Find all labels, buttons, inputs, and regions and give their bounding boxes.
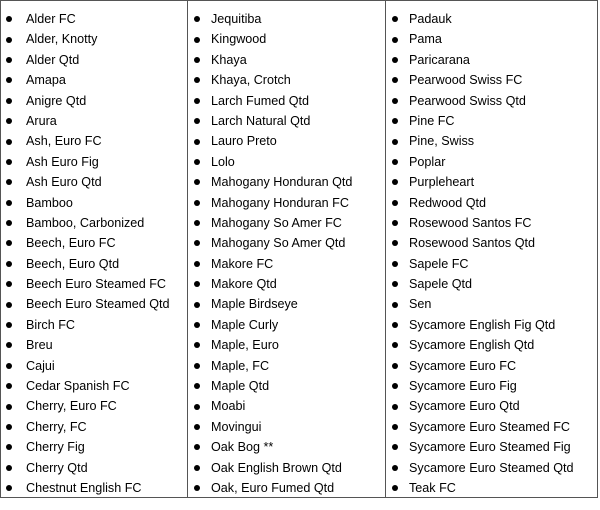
bullet-icon [392, 37, 398, 43]
bullet-icon [6, 485, 12, 491]
list-item [386, 458, 597, 478]
list-item [386, 70, 597, 90]
list-item [386, 254, 597, 274]
species-name: Oak Bog ** [211, 440, 274, 455]
species-name: Alder, Knotty [26, 32, 98, 47]
list-item [386, 437, 597, 457]
species-name: Maple Qtd [211, 379, 270, 394]
species-name: Oak English Brown Qtd [211, 460, 342, 475]
species-name: Anigre Qtd [26, 93, 87, 108]
bullet-icon [194, 200, 200, 206]
list-item [1, 91, 187, 111]
list-item [386, 50, 597, 70]
species-name: Amapa [26, 73, 66, 88]
species-name: Rosewood Santos FC [409, 215, 532, 230]
species-name: Maple Birdseye [211, 297, 298, 312]
bullet-icon [194, 98, 200, 104]
list-item [386, 131, 597, 151]
species-name: Bamboo, Carbonized [26, 215, 145, 230]
list-item [188, 315, 385, 335]
list-item [1, 193, 187, 213]
bullet-icon [6, 465, 12, 471]
species-name: Sycamore English Qtd [409, 338, 535, 353]
bullet-icon [6, 261, 12, 267]
bullet-icon [6, 322, 12, 328]
list-item [188, 233, 385, 253]
bullet-icon [6, 240, 12, 246]
list-item [386, 478, 597, 498]
species-name: Padauk [409, 12, 452, 26]
list-item [188, 254, 385, 274]
species-name: Pearwood Swiss FC [409, 73, 523, 88]
list-item [188, 417, 385, 437]
species-name: Mahogany So Amer FC [211, 215, 342, 230]
bullet-icon [194, 261, 200, 267]
bullet-icon [6, 159, 12, 165]
list-item [1, 70, 187, 90]
species-name: Ash Euro Qtd [26, 175, 102, 190]
bullet-icon [392, 159, 398, 165]
column-3 [385, 1, 597, 497]
bullet-icon [194, 465, 200, 471]
list-item [188, 478, 385, 498]
list-item [188, 294, 385, 314]
bullet-icon [392, 342, 398, 348]
list-item [1, 478, 187, 498]
bullet-icon [392, 200, 398, 206]
species-name: Sycamore Euro Steamed Fig [409, 440, 571, 455]
list-item [386, 417, 597, 437]
list-item [188, 172, 385, 192]
species-name: Cherry Fig [26, 440, 85, 455]
species-name: Oak, Euro Fumed Qtd [211, 480, 335, 495]
list-item [386, 91, 597, 111]
species-name: Pama [409, 32, 442, 47]
list-item [386, 233, 597, 253]
species-name: Purpleheart [409, 175, 475, 190]
bullet-icon [392, 424, 398, 430]
bullet-icon [6, 139, 12, 145]
bullet-icon [194, 302, 200, 308]
bullet-icon [392, 444, 398, 450]
species-name: Khaya [211, 52, 247, 67]
list-item [386, 335, 597, 355]
species-name: Alder FC [26, 12, 76, 26]
list-item [1, 50, 187, 70]
bullet-icon [6, 342, 12, 348]
species-name: Teak FC [409, 480, 456, 495]
bullet-icon [6, 118, 12, 124]
list-item [386, 315, 597, 335]
bullet-icon [194, 179, 200, 185]
list-item [188, 376, 385, 396]
list-item [386, 111, 597, 131]
list-item [386, 213, 597, 233]
column-2 [187, 1, 385, 497]
list-item [188, 152, 385, 172]
bullet-icon [6, 424, 12, 430]
list-item [1, 458, 187, 478]
species-name: Jequitiba [211, 12, 262, 26]
species-name: Breu [26, 338, 53, 353]
list-item [1, 111, 187, 131]
species-name: Redwood Qtd [409, 195, 487, 210]
list-item [1, 294, 187, 314]
list-item [188, 396, 385, 416]
species-name: Cherry, Euro FC [26, 399, 117, 414]
list-item [386, 376, 597, 396]
bullet-icon [194, 240, 200, 246]
list-item [188, 356, 385, 376]
list-item [1, 172, 187, 192]
bullet-icon [392, 485, 398, 491]
bullet-icon [194, 383, 200, 389]
list-item [386, 294, 597, 314]
species-name: Ash Euro Fig [26, 154, 99, 169]
bullet-icon [194, 322, 200, 328]
list-item [1, 417, 187, 437]
species-name: Cherry Qtd [26, 460, 88, 475]
list-item [188, 335, 385, 355]
bullet-icon [392, 302, 398, 308]
list-item [188, 29, 385, 49]
list-item [386, 396, 597, 416]
bullet-icon [194, 37, 200, 43]
bullet-icon [194, 77, 200, 83]
bullet-icon [392, 118, 398, 124]
bullet-icon [6, 200, 12, 206]
species-name: Birch FC [26, 317, 75, 332]
list-item [1, 335, 187, 355]
species-name: Pine, Swiss [409, 134, 475, 149]
bullet-icon [194, 118, 200, 124]
list-item [188, 193, 385, 213]
list-item [188, 50, 385, 70]
list-item [386, 9, 597, 29]
species-name: Poplar [409, 154, 446, 169]
list-item [1, 233, 187, 253]
species-name: Movingui [211, 419, 262, 434]
species-name: Khaya, Crotch [211, 73, 291, 88]
species-name: Paricarana [409, 52, 470, 67]
bullet-icon [392, 57, 398, 63]
bullet-icon [6, 281, 12, 287]
list-item [188, 458, 385, 478]
bullet-icon [6, 57, 12, 63]
species-name: Beech Euro Steamed FC [26, 277, 167, 292]
bullet-icon [392, 322, 398, 328]
species-name: Kingwood [211, 32, 267, 47]
bullet-icon [194, 159, 200, 165]
species-name: Cajui [26, 358, 55, 373]
species-name: Mahogany Honduran Qtd [211, 175, 353, 190]
bullet-icon [6, 220, 12, 226]
bullet-icon [392, 139, 398, 145]
species-name: Pine FC [409, 113, 455, 128]
bullet-icon [6, 363, 12, 369]
bullet-icon [194, 424, 200, 430]
species-name: Larch Fumed Qtd [211, 93, 309, 108]
species-name: Ash, Euro FC [26, 134, 102, 149]
list-item [1, 213, 187, 233]
list-item [386, 152, 597, 172]
species-name: Cherry, FC [26, 419, 87, 434]
bullet-icon [194, 444, 200, 450]
species-name: Mahogany So Amer Qtd [211, 236, 346, 251]
bullet-icon [6, 302, 12, 308]
species-list-column-2 [188, 9, 385, 498]
list-item [1, 254, 187, 274]
species-name: Sapele FC [409, 256, 469, 271]
bullet-icon [392, 404, 398, 410]
species-name: Beech, Euro FC [26, 236, 116, 251]
species-name: Sapele Qtd [409, 277, 473, 292]
species-name: Makore FC [211, 256, 274, 271]
species-name: Maple Curly [211, 317, 279, 332]
species-list-column-3 [386, 9, 597, 498]
list-item [188, 213, 385, 233]
bullet-icon [6, 16, 12, 22]
species-name: Cedar Spanish FC [26, 379, 130, 394]
bullet-icon [194, 342, 200, 348]
bullet-icon [194, 485, 200, 491]
bullet-icon [6, 404, 12, 410]
list-item [1, 274, 187, 294]
list-item [1, 396, 187, 416]
list-item [386, 29, 597, 49]
species-name: Moabi [211, 399, 246, 414]
bullet-icon [392, 98, 398, 104]
list-item [188, 111, 385, 131]
bullet-icon [392, 220, 398, 226]
list-item [386, 274, 597, 294]
list-item [188, 274, 385, 294]
bullet-icon [194, 220, 200, 226]
list-item [188, 9, 385, 29]
bullet-icon [392, 281, 398, 287]
bullet-icon [6, 77, 12, 83]
species-name: Bamboo [26, 195, 73, 210]
species-name: Arura [26, 113, 57, 128]
species-name: Lolo [211, 154, 235, 169]
bullet-icon [6, 383, 12, 389]
bullet-icon [6, 98, 12, 104]
list-item [1, 9, 187, 29]
list-item [1, 152, 187, 172]
species-name: Alder Qtd [26, 52, 80, 67]
bullet-icon [392, 240, 398, 246]
bullet-icon [392, 363, 398, 369]
list-item [188, 437, 385, 457]
bullet-icon [194, 16, 200, 22]
species-name: Maple, FC [211, 358, 270, 373]
bullet-icon [392, 261, 398, 267]
species-name: Makore Qtd [211, 277, 277, 292]
column-1 [1, 1, 187, 497]
species-name: Maple, Euro [211, 338, 279, 353]
list-item [1, 356, 187, 376]
bullet-icon [194, 404, 200, 410]
species-name: Sycamore Euro FC [409, 358, 517, 373]
list-item [1, 315, 187, 335]
species-name: Lauro Preto [211, 134, 277, 149]
species-name: Mahogany Honduran FC [211, 195, 349, 210]
list-item [188, 91, 385, 111]
species-name: Sycamore Euro Steamed Qtd [409, 460, 574, 475]
species-name: Beech Euro Steamed Qtd [26, 297, 170, 312]
list-item [386, 356, 597, 376]
species-name: Sycamore Euro Steamed FC [409, 419, 570, 434]
species-name: Larch Natural Qtd [211, 113, 311, 128]
species-name: Sen [409, 297, 432, 312]
species-name: Chestnut English FC [26, 480, 142, 495]
list-item [386, 172, 597, 192]
bullet-icon [392, 465, 398, 471]
list-item [1, 376, 187, 396]
bullet-icon [392, 383, 398, 389]
list-item [1, 131, 187, 151]
list-item [188, 131, 385, 151]
bullet-icon [194, 363, 200, 369]
species-name: Rosewood Santos Qtd [409, 236, 536, 251]
bullet-icon [6, 37, 12, 43]
bullet-icon [194, 57, 200, 63]
bullet-icon [6, 444, 12, 450]
bullet-icon [392, 16, 398, 22]
list-item [188, 70, 385, 90]
bullet-icon [6, 179, 12, 185]
list-item [1, 29, 187, 49]
list-item [1, 437, 187, 457]
bullet-icon [392, 179, 398, 185]
species-name: Sycamore Euro Qtd [409, 399, 520, 414]
species-name: Pearwood Swiss Qtd [409, 93, 526, 108]
species-name: Sycamore Euro Fig [409, 379, 517, 394]
species-list-column-1 [1, 9, 187, 498]
bullet-icon [392, 77, 398, 83]
list-item [386, 193, 597, 213]
species-name: Sycamore English Fig Qtd [409, 317, 556, 332]
bullet-icon [194, 139, 200, 145]
species-name: Beech, Euro Qtd [26, 256, 120, 271]
bullet-icon [194, 281, 200, 287]
